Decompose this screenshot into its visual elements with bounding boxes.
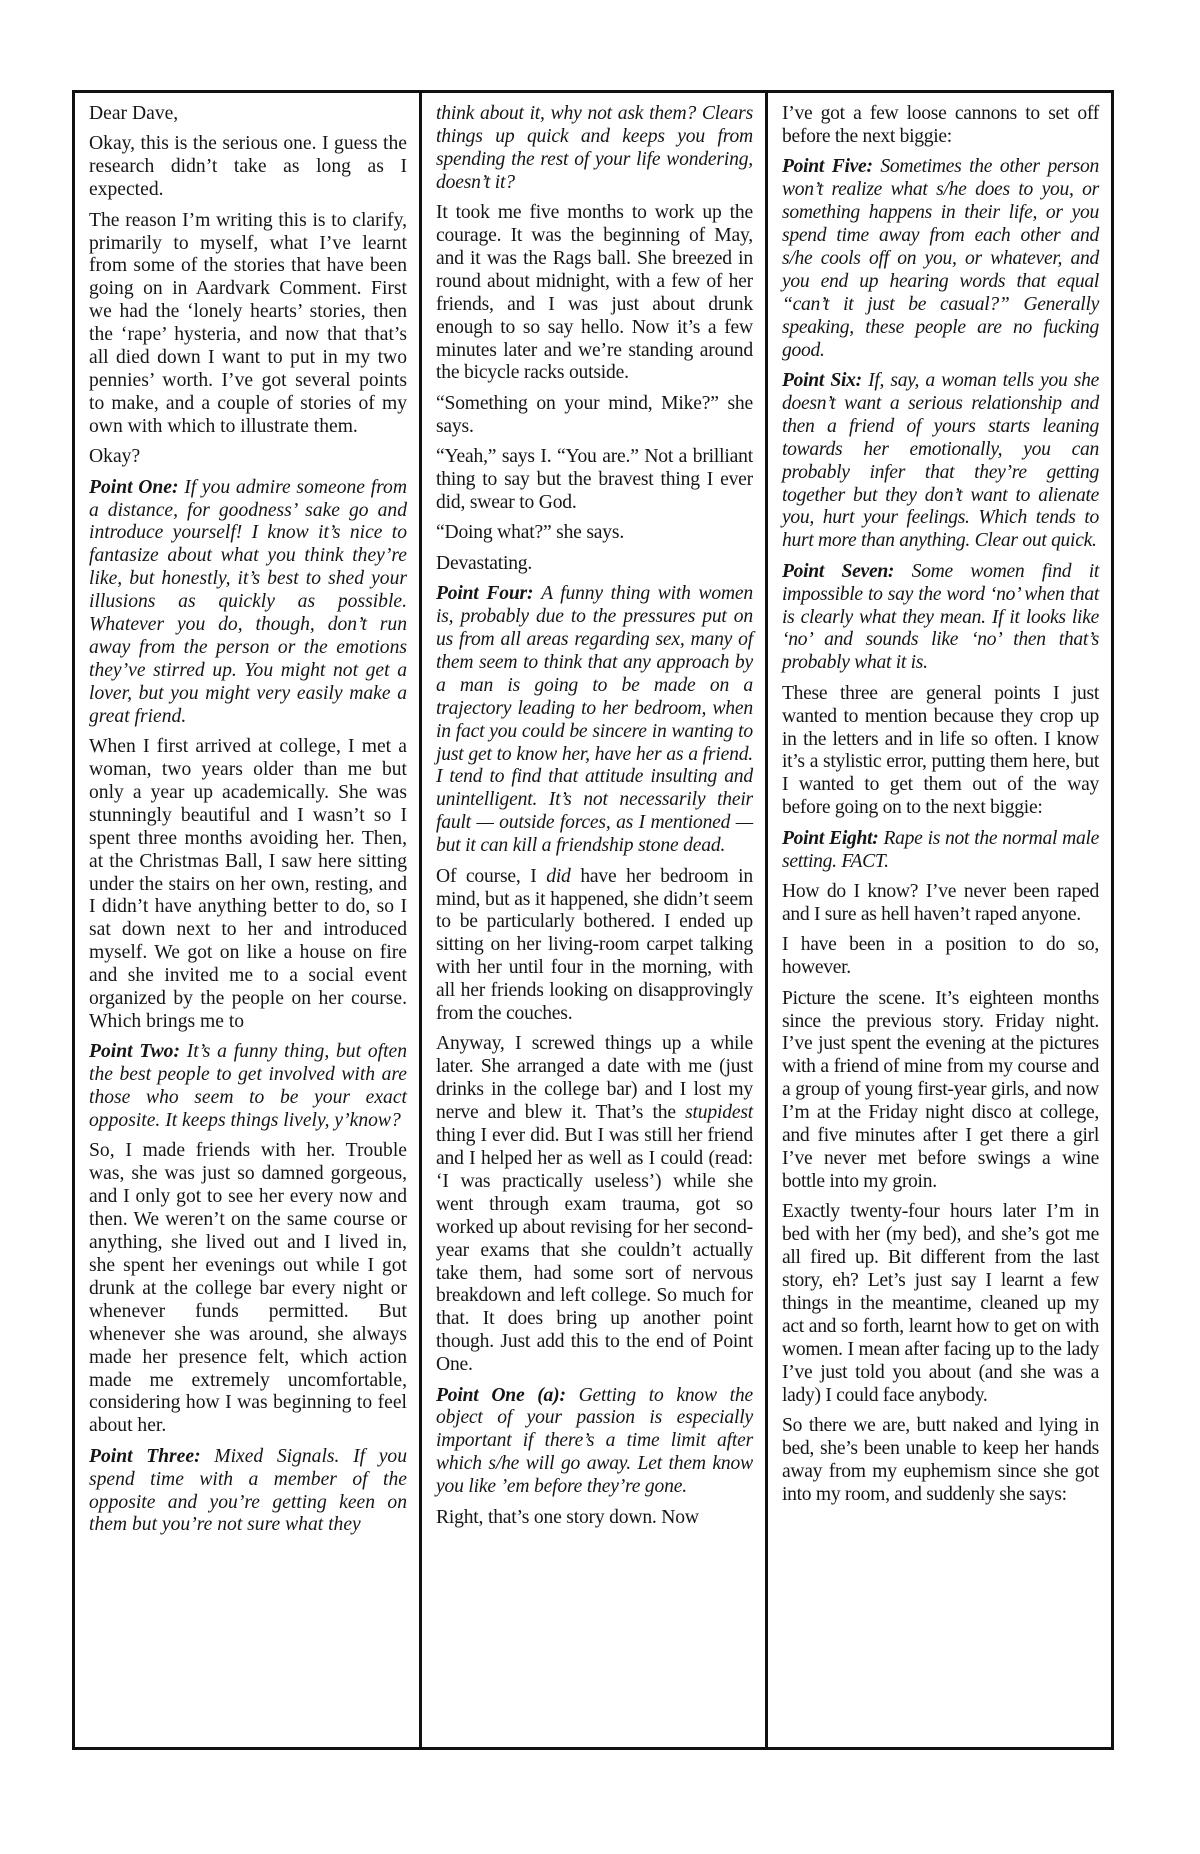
text-run: It took me five months to work up the courage. It was the beginning of May, and it was the Rags ball. She breezed in round about midnight, with a few of her friends, and I was just about drunk enough to so say hello. Now it’s a few minutes later and we’re standing around the bicycle racks outside. [436, 202, 753, 384]
text-run: Right, that’s one story down. Now [436, 1506, 699, 1528]
text-run: When I first arrived at college, I met a woman, two years older than me but only a year up academically. She was stunningly beautiful and I wasn’t so I spent three months avoiding her. Then, at the Christmas Ball, I saw here sitting under the stairs on her own, resting, and I didn’t have anything better to do, so I sat down next to her and introduced myself. We got on like a house on fire and she invited me to a social event organized by the people on her course. Which brings me to [89, 736, 407, 1032]
text-run: Some women find it impossible to say the word ‘no’ when that is clearly what they mean. If it looks like ‘no’ and sounds like ‘no’ then that’s probably what it is. [782, 560, 1099, 674]
text-run: stupidest [685, 1102, 753, 1124]
paragraph [782, 881, 1099, 927]
text-run: “Doing what?” she says. [436, 522, 625, 544]
paragraph [436, 866, 753, 1026]
paragraph [436, 1385, 753, 1500]
text-run: have her bedroom in mind, but as it happened, she didn’t seem to be particularly bothered. I ended up sitting on her living-room carpet talking with her until four in the morning, with all her friends looking on disapprovingly from the couches. [436, 865, 753, 1025]
text-run: How do I know? I’ve never been raped and I sure as hell haven’t raped anyone. [782, 881, 1099, 925]
text-run: Rape is not the normal male setting. FACT. [782, 827, 1099, 872]
text-run: Exactly twenty-four hours later I’m in bed with her (my bed), and she’s got me all fired up. Bit different from the last story, eh? Let’s just say I learnt a few things in the meantime, cleaned up my act and so forth, learnt how to get on with women. I mean after facing up to the lady I’ve just told you about (and she was a lady) I could face anybody. [782, 1201, 1099, 1406]
point-heading: Point Seven: [782, 560, 912, 582]
text-run: Picture the scene. It’s eighteen months since the previous story. Friday night. I’ve just spent the evening at the pictures with a friend of mine from my course and a group of young first-year girls, and now I’m at the Friday night disco at college, and five minutes after I get there a girl I’ve never met before swings a wine bottle into my groin. [782, 987, 1099, 1192]
paragraph [782, 934, 1099, 980]
paragraph [436, 583, 753, 858]
paragraph [436, 553, 753, 576]
paragraph [436, 1507, 753, 1530]
text-run: If you admire someone from a distance, for goodness’ sake go and introduce yourself! I know it’s nice to fantasize about what you think they’re like, but honestly, it’s best to shed your illusions as quickly as possible. Whatever you do, though, don’t run away from the person or the emotions they’ve stirred up. You might not get a lover, but you might very easily make a great friend. [89, 476, 407, 727]
text-run: Anyway, I screwed things up a while later. She arranged a date with me (just drinks in the college bar) and I lost my nerve and blew it. That’s the [436, 1033, 753, 1124]
point-heading: Point Three: [89, 1445, 215, 1467]
paragraph [782, 683, 1099, 820]
paragraph [782, 988, 1099, 1194]
paragraph [89, 1140, 407, 1438]
text-run: Okay? [89, 446, 141, 468]
point-heading: Point One: [89, 476, 185, 498]
paragraph [89, 133, 407, 202]
paragraph [89, 477, 407, 729]
paragraph [782, 828, 1099, 874]
paragraph [782, 1415, 1099, 1507]
paragraph [436, 202, 753, 385]
text-run: Okay, this is the serious one. I guess the research didn’t take as long as I expected. [89, 133, 407, 201]
text-run: So, I made friends with her. Trouble was, she was just so damned gorgeous, and I only got to see her every now and then. We weren’t on the same course or anything, she lived out and I lived in, she spent her evenings out while I got drunk at the college bar every night or whenever funds permitted. But whenever she was around, she always made her presence felt, which action made me extremely uncomfortable, considering how I was beginning to feel about her. [89, 1140, 407, 1437]
text-run: Sometimes the other person won’t realize what s/he does to you, or something happens in their life, or you spend time away from each other and s/he cools off on you, or whatever, and you end up hearing words that equal “can’t it just be casual?” Generally speaking, these people are no fucking good. [782, 156, 1099, 361]
paragraph [782, 561, 1099, 676]
paragraph [89, 103, 407, 126]
text-run: did [546, 865, 571, 887]
paragraph [782, 370, 1099, 553]
paragraph [782, 1201, 1099, 1407]
paragraph [89, 210, 407, 439]
point-heading: Point Two: [89, 1041, 187, 1063]
point-heading: Point Five: [782, 156, 881, 178]
paragraph [782, 103, 1099, 149]
paragraph [436, 103, 753, 195]
text-run: Dear Dave, [89, 103, 179, 124]
paragraph [782, 156, 1099, 362]
paragraph [436, 1033, 753, 1377]
point-heading: Point Eight: [782, 827, 884, 849]
text-run: thing I ever did. But I was still her friend and I helped her as well as I could (read: ‘I was practically useless’) while she went through exam trauma, got so worked up about revising for her second-year exams that she couldn’t actually take them, had some sort of nervous breakdown and left college. So much for that. It does bring up another point though. Just add this to the end of Point One. [436, 1125, 753, 1376]
text-run: I’ve got a few loose cannons to set off before the next biggie: [782, 103, 1099, 147]
text-run: think about it, why not ask them? Clears things up quick and keeps you from spending the rest of your life wondering, doesn’t it? [436, 103, 753, 193]
text-run: Of course, I [436, 865, 547, 887]
text-run: Getting to know the object of your passion is especially important if there’s a time limit after which s/he will go away. Let them know you like ’em before they’re gone. [436, 1384, 753, 1498]
text-run: So there we are, butt naked and lying in bed, she’s been unable to keep her hands away from my euphemism since she got into my room, and suddenly she says: [782, 1414, 1099, 1505]
letter-page [72, 90, 1114, 1750]
point-heading: Point Six: [782, 369, 869, 391]
text-run: “Yeah,” says I. “You are.” Not a brilliant thing to say but the bravest thing I ever did, swear to God. [436, 446, 753, 513]
paragraph [436, 393, 753, 439]
point-heading: Point One (a): [436, 1384, 579, 1406]
text-run: A funny thing with women is, probably due to the pressures put on us from all areas regarding sex, many of them seem to think that any approach by a man is going to be made on a trajectory leading to her bedroom, when in fact you could be sincere in wanting to just get to know her, have her as a friend. I tend to find that attitude insulting and unintelligent. It’s not necessarily their fault — outside forces, as I mentioned — but it can kill a friendship stone dead. [436, 583, 753, 857]
paragraph [89, 446, 407, 469]
point-heading: Point Four: [436, 583, 542, 605]
text-column-3 [765, 93, 1111, 1747]
text-run: The reason I’m writing this is to clarify, primarily to myself, what I’ve learnt from some of the stories that have been going on in Aardvark Comment. First we had the ‘lonely hearts’ stories, then the ‘rape’ hysteria, and now that that’s all died down I want to put in my two pennies’ worth. I’ve got several points to make, and a couple of stories of my own with which to illustrate them. [89, 209, 407, 437]
text-run: Mixed Signals. If you spend time with a member of the opposite and you’re getting keen on them but you’re not sure what they [89, 1445, 407, 1536]
text-column-2 [419, 93, 765, 1747]
text-run: These three are general points I just wanted to mention because they crop up in the letters and in life so often. I know it’s a stylistic error, putting them here, but I wanted to get them out of the way before going on to the next biggie: [782, 682, 1099, 819]
paragraph [89, 1446, 407, 1538]
paragraph [89, 736, 407, 1034]
text-run: Devastating. [436, 552, 533, 574]
paragraph [89, 1041, 407, 1133]
paragraph [436, 446, 753, 515]
text-run: I have been in a position to do so, however. [782, 934, 1099, 979]
text-column-1 [75, 93, 419, 1747]
text-run: “Something on your mind, Mike?” she says. [436, 392, 753, 437]
text-run: If, say, a woman tells you she doesn’t want a serious relationship and then a friend of yours starts leaning towards her emotionally, you can probably infer that they’re getting together but they don’t want to alienate you, hurt your feelings. Which tends to hurt more than anything. Clear out quick. [782, 369, 1099, 552]
paragraph [436, 522, 753, 545]
text-run: It’s a funny thing, but often the best people to get involved with are those who seem to be your exact opposite. It keeps things lively, y’know? [89, 1041, 408, 1132]
